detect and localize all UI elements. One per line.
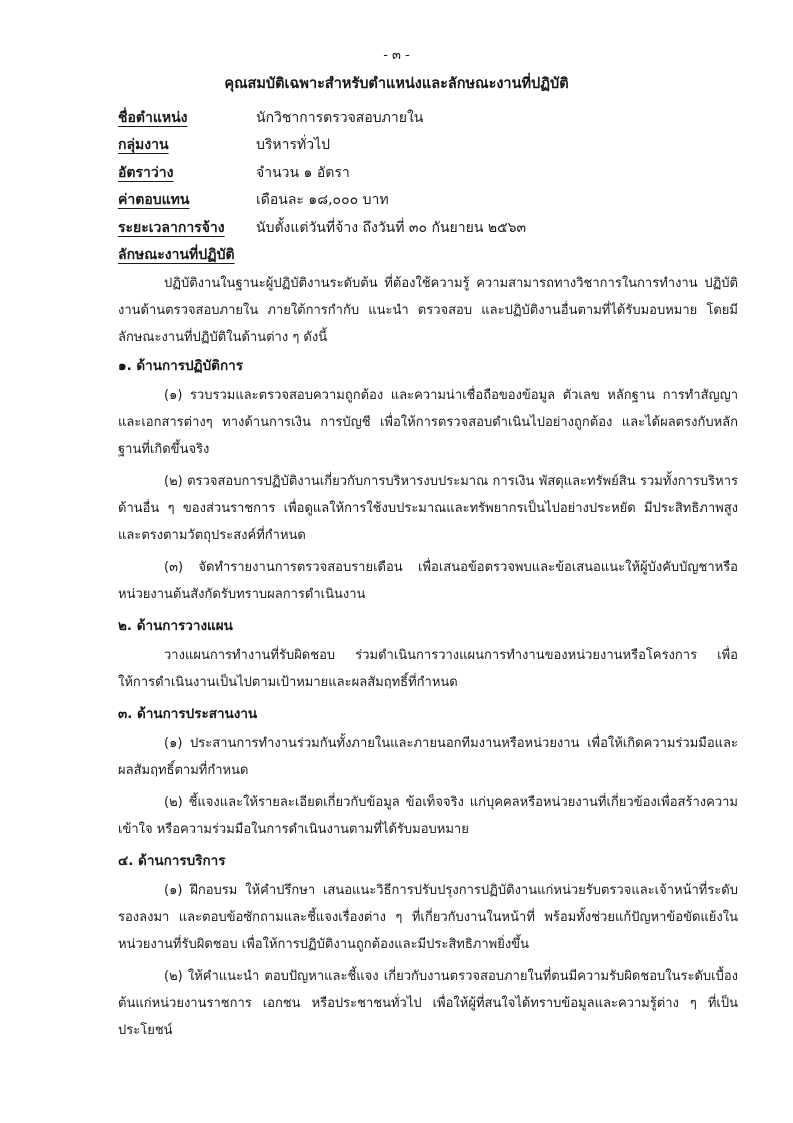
info-label: ค่าตอบแทน: [118, 192, 190, 209]
section-item: (๒) ให้คำแนะนำ ตอบปัญหาและชี้แจง เกี่ยวกับงานตรวจสอบภายในที่ตนมีความรับผิดชอบในระดับเบื้องต้นแก่หน่วยงานราชการ เอกชน หรือประชาชนทั่วไป เพื่อให้ผู้ที่สนใจได้ทราบข้อมูลและความรู้ต่าง ๆ ที่เป็นประโยชน์: [118, 969, 738, 1038]
info-row-salary: [118, 187, 738, 215]
section-item: (๑) รวบรวมและตรวจสอบความถูกต้อง และความน่าเชื่อถือของข้อมูล ตัวเลข หลักฐาน การทำสัญญาและเอกสารต่างๆ ทางด้านการเงิน การบัญชี เพื่อให้การตรวจสอบดำเนินไปอย่างถูกต้อง และได้ผลตรงกับหลักฐานที่เกิดขึ้นจริง: [118, 388, 738, 457]
info-row-position: [118, 104, 738, 132]
info-label: กลุ่มงาน: [118, 137, 169, 154]
info-label: อัตราว่าง: [118, 164, 174, 181]
duty-heading: ลักษณะงานที่ปฏิบัติ: [118, 247, 235, 263]
intro-paragraph: ปฏิบัติงานในฐานะผู้ปฏิบัติงานระดับต้น ที่ต้องใช้ความรู้ ความสามารถทางวิชาการในการทำงาน ปฏิบัติงานด้านตรวจสอบภายใน ภายใต้การกำกับ แนะนำ ตรวจสอบ และปฏิบัติงานอื่นตามที่ได้รับมอบหมาย โดยมีลักษณะงานที่ปฏิบัติในด้านต่าง ๆ ดังนี้: [118, 276, 738, 345]
section-item: (๒) ตรวจสอบการปฏิบัติงานเกี่ยวกับการบริหารงบประมาณ การเงิน พัสดุและทรัพย์สิน รวมทั้งการบริหารด้านอื่น ๆ ของส่วนราชการ เพื่อดูแลให้การใช้งบประมาณและทรัพยากรเป็นไปอย่างประหยัด มีประสิทธิภาพสูง และตรงตามวัตถุประสงค์ที่กำหนด: [118, 474, 738, 543]
info-value: จำนวน ๑ อัตรา: [256, 164, 350, 181]
page-number: - ๓ -: [383, 48, 410, 63]
info-row-group: [118, 132, 738, 160]
info-value: บริหารทั่วไป: [256, 137, 331, 154]
info-row-vacancy: [118, 159, 738, 187]
info-row-duration: [118, 214, 738, 242]
section-item: วางแผนการทำงานที่รับผิดชอบ ร่วมดำเนินการวางแผนการทำงานของหน่วยงานหรือโครงการ เพื่อให้การดำเนินงานเป็นไปตามเป้าหมายและผลสัมฤทธิ์ที่กำหนด: [118, 648, 738, 690]
section-heading: ๔. ด้านการบริการ: [118, 853, 226, 869]
section-item: (๑) ประสานการทำงานร่วมกันทั้งภายในและภายนอกทีมงานหรือหน่วยงาน เพื่อให้เกิดความร่วมมือและผลสัมฤทธิ์ตามที่กำหนด: [118, 736, 738, 778]
section-item: (๓) จัดทำรายงานการตรวจสอบรายเดือน เพื่อเสนอข้อตรวจพบและข้อเสนอแนะให้ผู้บังคับบัญชาหรือหน่วยงานต้นสังกัดรับทราบผลการดำเนินงาน: [118, 560, 738, 602]
section-item: (๒) ชี้แจงและให้รายละเอียดเกี่ยวกับข้อมูล ข้อเท็จจริง แก่บุคคลหรือหน่วยงานที่เกี่ยวข้องเพื่อสร้างความเข้าใจ หรือความร่วมมือในการดำเนินงานตามที่ได้รับมอบหมาย: [118, 795, 738, 837]
info-value: นักวิชาการตรวจสอบภายใน: [256, 109, 424, 126]
info-value: นับตั้งแต่วันที่จ้าง ถึงวันที่ ๓๐ กันยายน ๒๕๖๓: [256, 219, 527, 236]
info-value: เดือนละ ๑๘,๐๐๐ บาท: [256, 192, 389, 209]
section-heading: ๓. ด้านการประสานงาน: [118, 706, 258, 722]
section-item: (๑) ฝึกอบรม ให้คำปรึกษา เสนอแนะวิธีการปรับปรุงการปฏิบัติงานแก่หน่วยรับตรวจและเจ้าหน้าที่ระดับรองลงมา และตอบข้อซักถามและชี้แจงเรื่องต่าง ๆ ที่เกี่ยวกับงานในหน้าที่ พร้อมทั้งช่วยแก้ปัญหาข้อขัดแย้งในหน่วยงานที่รับผิดชอบ เพื่อให้การปฏิบัติงานถูกต้องและมีประสิทธิภาพยิ่งขึ้น: [118, 883, 738, 952]
position-info: [118, 104, 738, 242]
duty-body: [118, 270, 738, 1049]
section-heading: ๑. ด้านการปฏิบัติการ: [118, 358, 243, 374]
section-heading: ๒. ด้านการวางแผน: [118, 618, 233, 634]
info-label: ระยะเวลาการจ้าง: [118, 219, 225, 236]
document-title: คุณสมบัติเฉพาะสำหรับตำแหน่งและลักษณะงานที่ปฏิบัติ: [224, 76, 569, 92]
info-label: ชื่อตำแหน่ง: [118, 109, 188, 126]
